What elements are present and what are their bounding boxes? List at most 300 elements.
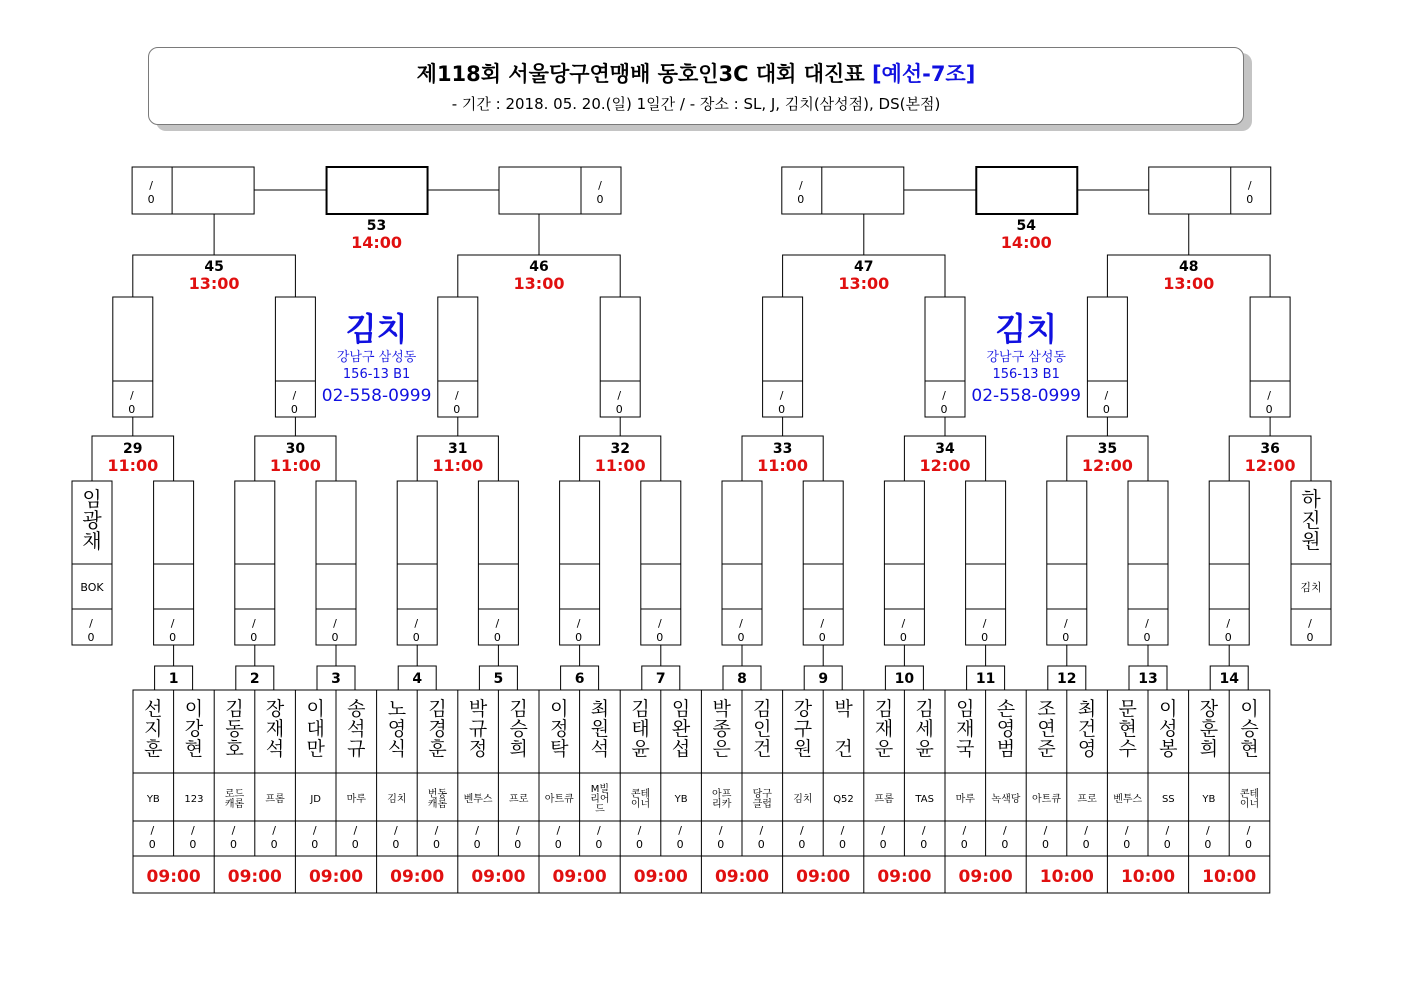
score-slash: / bbox=[170, 617, 175, 630]
name-char: 건 bbox=[1077, 718, 1097, 741]
score-value: 0 bbox=[1265, 403, 1273, 416]
player-club bbox=[674, 794, 688, 805]
name-char: 이 bbox=[1159, 698, 1178, 721]
score-value: 0 bbox=[717, 838, 725, 851]
match-time: 10:00 bbox=[1202, 867, 1257, 887]
player-club bbox=[545, 792, 574, 805]
player-club bbox=[914, 794, 934, 805]
name-char: 장 bbox=[1199, 698, 1219, 721]
name-char: 인 bbox=[753, 718, 772, 741]
score-slash: / bbox=[1043, 824, 1048, 837]
score-slash: / bbox=[597, 824, 601, 837]
club-line: SS bbox=[1161, 794, 1175, 805]
score-slash: / bbox=[292, 389, 297, 402]
player-club bbox=[225, 788, 245, 810]
score-value: 0 bbox=[940, 403, 948, 416]
score-value: 0 bbox=[1042, 838, 1049, 851]
player-club bbox=[793, 792, 812, 805]
name-char: 탁 bbox=[550, 738, 569, 761]
player-club bbox=[833, 794, 854, 805]
score-slash: / bbox=[1084, 824, 1088, 837]
match-number: 7 bbox=[655, 671, 666, 687]
match-time: 09:00 bbox=[958, 867, 1013, 887]
name-char: 은 bbox=[712, 738, 731, 761]
name-char: 선 bbox=[144, 698, 163, 721]
player-name bbox=[469, 698, 488, 760]
name-char: 수 bbox=[1118, 738, 1137, 761]
score-slash: / bbox=[149, 179, 153, 192]
player-club bbox=[509, 793, 529, 805]
player-name bbox=[347, 698, 365, 760]
quarter-match-number: 36 bbox=[1260, 441, 1280, 457]
score-value: 0 bbox=[1001, 838, 1009, 851]
score-value: 0 bbox=[1082, 838, 1090, 851]
club-line: 아프 bbox=[712, 789, 732, 800]
score-value: 0 bbox=[250, 631, 258, 644]
club-line: 이너 bbox=[1239, 799, 1260, 810]
final-match-number: 53 bbox=[366, 218, 387, 234]
score-value: 0 bbox=[1306, 631, 1314, 644]
match-time: 09:00 bbox=[390, 867, 445, 887]
score-value: 0 bbox=[981, 631, 989, 644]
name-char: 윤 bbox=[631, 738, 650, 761]
quarter-match-time: 12:00 bbox=[919, 456, 971, 475]
club-line: 캐롬 bbox=[224, 799, 245, 810]
score-value: 0 bbox=[778, 403, 786, 416]
match-number: 14 bbox=[1219, 671, 1239, 687]
score-slash: / bbox=[515, 824, 520, 837]
score-slash: / bbox=[657, 617, 662, 630]
player-name bbox=[713, 698, 732, 760]
name-char: 완 bbox=[671, 718, 691, 741]
score-slash: / bbox=[576, 617, 581, 630]
name-char: 조 bbox=[1037, 698, 1056, 721]
player-name bbox=[956, 697, 974, 760]
match-time: 09:00 bbox=[714, 867, 770, 887]
player-name bbox=[550, 698, 569, 760]
score-value: 0 bbox=[493, 631, 501, 644]
name-char: 하 bbox=[1301, 487, 1321, 511]
venue-name: 김치 bbox=[995, 310, 1058, 348]
venue-phone: 02-558-0999 bbox=[321, 386, 432, 406]
semi-match-time: 13:00 bbox=[1163, 274, 1215, 293]
player-club bbox=[1032, 792, 1061, 805]
name-char: 진 bbox=[1301, 508, 1321, 532]
player-club bbox=[184, 794, 203, 805]
score-slash: / bbox=[556, 824, 561, 837]
name-char: 희 bbox=[1199, 738, 1219, 761]
match-number: 2 bbox=[249, 671, 260, 687]
player-name bbox=[225, 698, 243, 760]
name-char: 영 bbox=[996, 718, 1016, 741]
name-char: 현 bbox=[1240, 738, 1259, 761]
club-line: 리어 bbox=[590, 794, 610, 805]
score-value: 0 bbox=[128, 403, 136, 416]
bye-player-name bbox=[82, 487, 102, 553]
name-char: 박 bbox=[834, 698, 853, 721]
score-value: 0 bbox=[818, 631, 826, 644]
name-char: 섭 bbox=[671, 738, 691, 761]
semi-match-time: 13:00 bbox=[188, 274, 240, 293]
club-line: 아트큐 bbox=[1032, 794, 1061, 805]
score-value: 0 bbox=[554, 838, 562, 851]
name-char: 식 bbox=[387, 738, 407, 761]
score-value: 0 bbox=[433, 838, 440, 851]
quarter-match-time: 12:00 bbox=[1081, 456, 1133, 475]
club-line: 아트큐 bbox=[544, 794, 574, 805]
score-slash: / bbox=[798, 179, 803, 192]
club-line: YB bbox=[146, 794, 160, 805]
player-club bbox=[347, 792, 367, 805]
score-slash: / bbox=[1246, 824, 1251, 837]
name-char: 김 bbox=[225, 698, 244, 721]
score-value: 0 bbox=[331, 631, 339, 644]
name-char: 구 bbox=[793, 718, 813, 741]
player-name bbox=[1200, 698, 1219, 760]
match-time: 09:00 bbox=[308, 867, 364, 887]
match-time: 09:00 bbox=[471, 867, 526, 887]
name-char: 재 bbox=[265, 718, 285, 741]
club-line: 콘테 bbox=[1239, 789, 1260, 800]
match-number: 4 bbox=[412, 671, 423, 687]
name-char: 최 bbox=[1077, 698, 1097, 721]
player-name bbox=[185, 698, 204, 760]
club-line: YB bbox=[674, 794, 688, 805]
title-text: 제118회 서울당구연맹배 동호인3C 대회 대진표 bbox=[416, 62, 865, 86]
score-value: 0 bbox=[1143, 631, 1151, 644]
name-char: 김 bbox=[631, 698, 650, 721]
club-line: 로드 bbox=[224, 789, 245, 800]
player-name bbox=[631, 698, 649, 760]
name-char: 손 bbox=[996, 698, 1016, 721]
score-slash: / bbox=[129, 389, 134, 402]
score-value: 0 bbox=[148, 838, 156, 851]
club-line: 프롬 bbox=[265, 794, 285, 805]
club-line: 마루 bbox=[346, 794, 366, 805]
name-char: 만 bbox=[306, 738, 325, 761]
score-slash: / bbox=[921, 824, 926, 837]
score-value: 0 bbox=[87, 631, 95, 644]
match-number: 9 bbox=[818, 671, 829, 687]
score-value: 0 bbox=[920, 838, 928, 851]
score-value: 0 bbox=[147, 193, 155, 206]
score-value: 0 bbox=[596, 193, 604, 206]
venue-address-detail: 156-13 B1 bbox=[342, 367, 411, 382]
player-club bbox=[265, 793, 285, 805]
score-value: 0 bbox=[169, 631, 177, 644]
match-number: 11 bbox=[975, 671, 996, 687]
name-char: 건 bbox=[834, 738, 853, 761]
name-char: 훈 bbox=[1199, 718, 1219, 741]
name-char: 이 bbox=[550, 698, 569, 721]
name-char: 영 bbox=[387, 718, 407, 741]
name-char: 현 bbox=[1118, 718, 1137, 741]
score-value: 0 bbox=[1102, 403, 1110, 416]
match-number: 3 bbox=[331, 671, 341, 687]
player-club bbox=[1162, 794, 1175, 805]
name-char: 임 bbox=[956, 698, 975, 721]
bye-player-club: BOK bbox=[80, 581, 104, 594]
score-value: 0 bbox=[879, 838, 887, 851]
score-value: 0 bbox=[189, 838, 197, 851]
player-name bbox=[144, 698, 162, 760]
score-value: 0 bbox=[1204, 838, 1212, 851]
score-slash: / bbox=[272, 824, 276, 837]
name-char: 문 bbox=[1118, 698, 1137, 721]
player-club bbox=[712, 787, 732, 810]
name-char: 승 bbox=[509, 718, 528, 741]
player-club bbox=[146, 794, 160, 805]
player-club bbox=[753, 787, 773, 810]
score-slash: / bbox=[1206, 824, 1210, 837]
player-name bbox=[1078, 698, 1096, 760]
name-char: 운 bbox=[874, 738, 894, 761]
score-slash: / bbox=[598, 179, 602, 192]
semi-match-time: 13:00 bbox=[513, 274, 565, 293]
name-char: 경 bbox=[428, 718, 447, 741]
semi-match-number: 47 bbox=[854, 259, 874, 275]
bye-player-club: 김치 bbox=[1300, 581, 1322, 594]
quarter-match-number: 34 bbox=[935, 441, 955, 457]
score-value: 0 bbox=[797, 193, 805, 206]
score-slash: / bbox=[901, 617, 906, 630]
player-name bbox=[1119, 698, 1137, 760]
name-char: 김 bbox=[428, 698, 447, 721]
score-slash: / bbox=[1124, 824, 1129, 837]
quarter-match-number: 30 bbox=[285, 441, 306, 457]
score-value: 0 bbox=[392, 838, 400, 851]
match-time: 09:00 bbox=[552, 867, 607, 887]
score-slash: / bbox=[251, 617, 256, 630]
score-slash: / bbox=[678, 824, 682, 837]
name-char: 강 bbox=[184, 718, 204, 741]
club-line: 김치 bbox=[793, 794, 813, 805]
score-slash: / bbox=[779, 389, 784, 402]
quarter-match-time: 11:00 bbox=[757, 456, 809, 475]
score-value: 0 bbox=[575, 631, 583, 644]
score-slash: / bbox=[414, 617, 419, 630]
match-number: 12 bbox=[1057, 671, 1077, 687]
score-value: 0 bbox=[1062, 631, 1070, 644]
group-winner-box bbox=[976, 167, 1077, 214]
club-line: 프롬 bbox=[874, 794, 894, 805]
semi-match-time: 13:00 bbox=[838, 274, 890, 293]
player-name bbox=[307, 698, 326, 760]
match-time: 09:00 bbox=[227, 867, 282, 887]
player-club bbox=[428, 787, 448, 810]
score-value: 0 bbox=[1246, 193, 1254, 206]
score-slash: / bbox=[1104, 389, 1109, 402]
score-slash: / bbox=[1063, 617, 1068, 630]
name-char: 규 bbox=[347, 738, 366, 761]
match-time: 09:00 bbox=[633, 867, 688, 887]
name-char: 태 bbox=[631, 718, 650, 741]
score-value: 0 bbox=[595, 838, 603, 851]
name-char: 김 bbox=[509, 698, 528, 721]
name-char: 지 bbox=[144, 718, 163, 741]
score-value: 0 bbox=[960, 838, 968, 851]
club-line: 당구 bbox=[752, 789, 772, 800]
final-match-time: 14:00 bbox=[1000, 233, 1052, 252]
name-char: 임 bbox=[82, 487, 102, 511]
player-name bbox=[997, 698, 1015, 760]
quarter-match-number: 33 bbox=[772, 441, 793, 457]
name-char: 임 bbox=[671, 698, 691, 721]
quarter-match-time: 11:00 bbox=[594, 456, 646, 475]
player-name bbox=[266, 698, 285, 760]
score-slash: / bbox=[312, 824, 317, 837]
score-slash: / bbox=[89, 617, 93, 630]
score-value: 0 bbox=[1224, 631, 1232, 644]
name-char: 세 bbox=[915, 718, 934, 741]
club-line: 클럽 bbox=[752, 799, 772, 810]
name-char: 원 bbox=[590, 718, 610, 741]
name-char: 김 bbox=[753, 698, 772, 721]
club-line: TAS bbox=[915, 794, 934, 805]
quarter-match-number: 29 bbox=[123, 441, 143, 457]
club-line: 마루 bbox=[955, 794, 975, 805]
name-char: 김 bbox=[874, 698, 894, 721]
player-name bbox=[794, 698, 813, 760]
player-name bbox=[428, 698, 446, 760]
quarter-match-number: 32 bbox=[610, 441, 630, 457]
name-char: 훈 bbox=[428, 738, 447, 761]
name-char: 영 bbox=[1077, 738, 1097, 761]
club-line: Q52 bbox=[833, 794, 854, 805]
quarter-match-time: 11:00 bbox=[269, 456, 321, 475]
name-char: 국 bbox=[956, 738, 975, 761]
score-slash: / bbox=[840, 824, 845, 837]
score-value: 0 bbox=[676, 838, 684, 851]
name-char: 성 bbox=[1159, 718, 1178, 741]
club-line: 프로 bbox=[509, 794, 529, 805]
player-club bbox=[1201, 794, 1215, 805]
match-number: 6 bbox=[574, 671, 585, 687]
club-line: 이너 bbox=[630, 799, 651, 810]
name-char: 원 bbox=[1301, 529, 1321, 553]
name-char: 채 bbox=[82, 529, 102, 553]
name-char: 건 bbox=[753, 738, 772, 761]
player-name bbox=[510, 698, 528, 760]
score-slash: / bbox=[982, 617, 987, 630]
score-slash: / bbox=[1145, 617, 1149, 630]
name-char: 종 bbox=[712, 718, 731, 741]
score-slash: / bbox=[394, 824, 398, 837]
name-char: 윤 bbox=[915, 738, 934, 761]
score-slash: / bbox=[434, 824, 439, 837]
match-number: 8 bbox=[737, 671, 747, 687]
score-value: 0 bbox=[412, 631, 420, 644]
semi-winner-box bbox=[499, 167, 621, 214]
match-time: 10:00 bbox=[1120, 867, 1176, 887]
score-value: 0 bbox=[757, 838, 765, 851]
score-slash: / bbox=[1003, 824, 1007, 837]
name-char: 이 bbox=[184, 698, 204, 721]
score-value: 0 bbox=[899, 631, 907, 644]
score-slash: / bbox=[739, 617, 743, 630]
score-value: 0 bbox=[1123, 838, 1131, 851]
match-time: 09:00 bbox=[146, 867, 201, 887]
name-char: 이 bbox=[306, 698, 325, 721]
score-slash: / bbox=[1308, 617, 1312, 630]
player-name bbox=[672, 697, 691, 760]
score-value: 0 bbox=[473, 838, 481, 851]
name-char: 대 bbox=[306, 718, 325, 741]
name-char: 박 bbox=[712, 698, 731, 721]
score-value: 0 bbox=[636, 838, 643, 851]
name-char: 범 bbox=[996, 738, 1016, 761]
score-slash: / bbox=[881, 824, 885, 837]
score-slash: / bbox=[475, 824, 479, 837]
club-line: 프로 bbox=[1077, 794, 1097, 805]
semi-winner-box bbox=[1149, 167, 1271, 214]
name-char: 재 bbox=[956, 718, 975, 741]
name-char: 석 bbox=[590, 738, 610, 761]
club-line: 리카 bbox=[712, 799, 732, 810]
name-char: 재 bbox=[874, 718, 894, 741]
name-char: 희 bbox=[509, 738, 528, 761]
player-name bbox=[591, 698, 609, 760]
quarter-match-time: 12:00 bbox=[1244, 456, 1296, 475]
player-name bbox=[1240, 698, 1258, 760]
match-number: 5 bbox=[493, 671, 504, 687]
score-value: 0 bbox=[737, 631, 745, 644]
score-slash: / bbox=[1247, 179, 1252, 192]
score-value: 0 bbox=[290, 403, 298, 416]
venue-address-detail: 156-13 B1 bbox=[992, 367, 1060, 382]
name-char: 석 bbox=[347, 718, 366, 741]
semi-match-number: 45 bbox=[204, 259, 224, 275]
player-name bbox=[1037, 698, 1055, 760]
name-char: 최 bbox=[590, 698, 610, 721]
name-char: 호 bbox=[225, 738, 244, 761]
club-line: 벤투스 bbox=[1113, 794, 1143, 805]
player-name bbox=[875, 698, 893, 760]
match-time: 09:00 bbox=[877, 867, 932, 887]
score-slash: / bbox=[333, 617, 337, 630]
score-value: 0 bbox=[311, 838, 319, 851]
player-name bbox=[753, 698, 771, 760]
quarter-match-number: 31 bbox=[448, 441, 468, 457]
group-label: [예선-7조] bbox=[871, 62, 976, 86]
name-char: 강 bbox=[793, 698, 813, 721]
score-slash: / bbox=[1165, 824, 1170, 837]
score-slash: / bbox=[637, 824, 642, 837]
player-club bbox=[1113, 792, 1142, 805]
match-time: 10:00 bbox=[1039, 867, 1094, 887]
score-slash: / bbox=[495, 617, 500, 630]
club-line: 김치 bbox=[387, 794, 407, 805]
name-char: 노 bbox=[387, 698, 407, 721]
player-name bbox=[916, 698, 934, 760]
semi-match-number: 46 bbox=[529, 259, 549, 275]
quarter-match-time: 11:00 bbox=[432, 456, 484, 475]
player-club bbox=[956, 792, 976, 805]
match-number: 13 bbox=[1138, 671, 1158, 687]
score-value: 0 bbox=[514, 838, 522, 851]
player-name bbox=[388, 698, 406, 760]
name-char: 정 bbox=[550, 718, 569, 741]
match-time: 09:00 bbox=[796, 867, 851, 887]
name-char: 이 bbox=[1240, 698, 1259, 721]
club-line: 녹색당 bbox=[991, 794, 1021, 805]
venue-address: 강남구 삼성동 bbox=[336, 350, 417, 365]
venue-phone: 02-558-0999 bbox=[971, 386, 1082, 406]
score-slash: / bbox=[454, 389, 459, 402]
player-club bbox=[1240, 787, 1259, 810]
player-club bbox=[309, 794, 321, 805]
name-char: 훈 bbox=[144, 738, 163, 761]
